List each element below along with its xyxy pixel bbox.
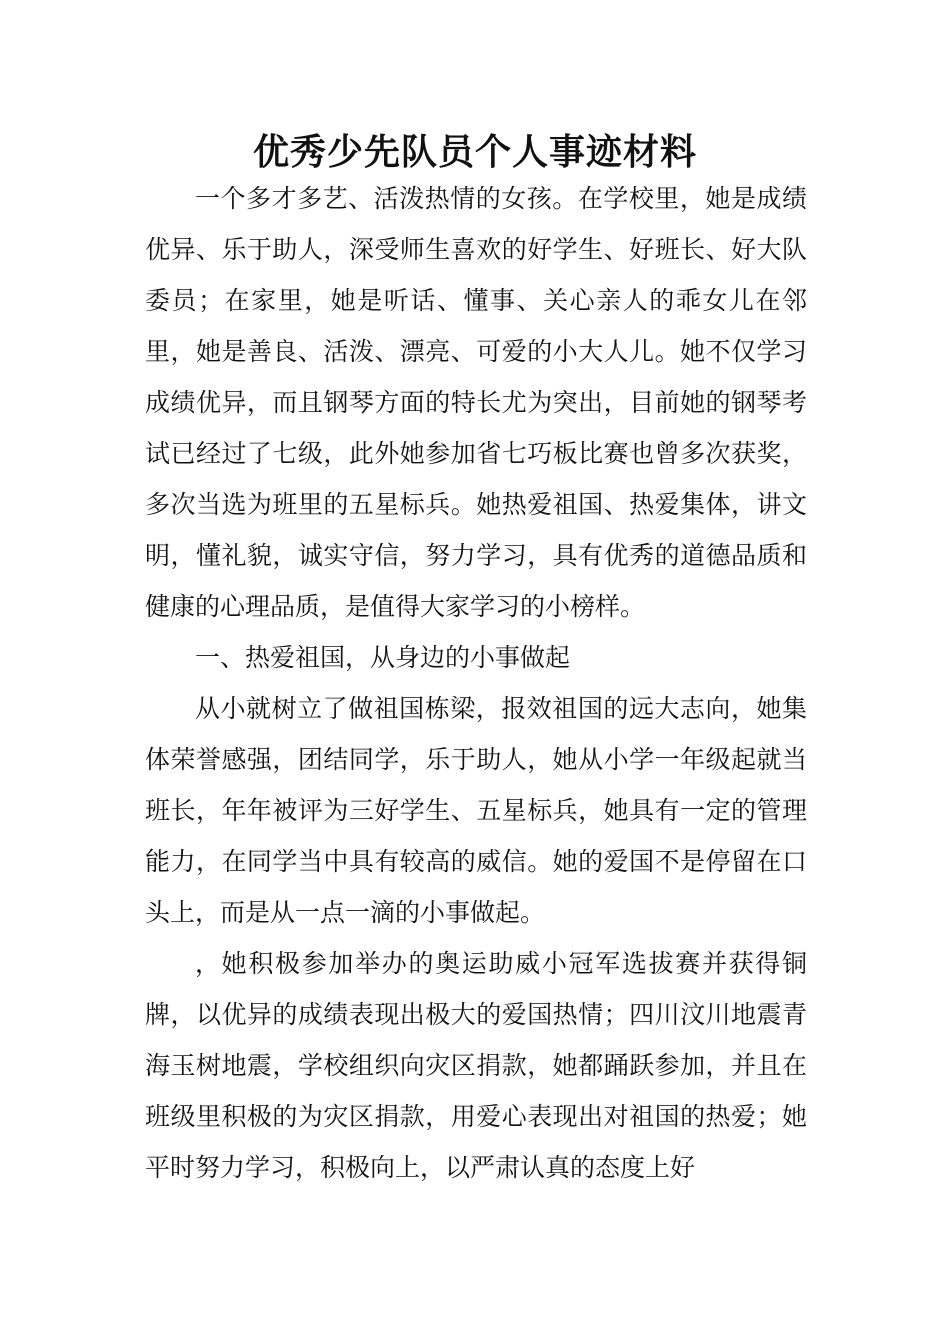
paragraph-activities: ，她积极参加举办的奥运助威小冠军选拔赛并获得铜牌，以优异的成绩表现出极大的爱国热情；四川汶川地震青海玉树地震，学校组织向灾区捐款，她都踊跃参加，并且在班级里积极的为灾区捐款，用爱心表现出对祖国的热爱；她平时努力学习，积极向上，以严肃认真的态度上好 (145, 949, 807, 1182)
paragraph-intro: 一个多才多艺、活泼热情的女孩。在学校里，她是成绩优异、乐于助人，深受师生喜欢的好学生、好班长、好大队委员；在家里，她是听话、懂事、关心亲人的乖女儿在邻里，她是善良、活泼、漂亮、可爱的小大人儿。她不仅学习成绩优异，而且钢琴方面的特长尤为突出，目前她的钢琴考试已经过了七级，此外她参加省七巧板比赛也曾多次获奖，多次当选为班里的五星标兵。她热爱祖国、热爱集体，讲文明，懂礼貌，诚实守信，努力学习，具有优秀的道德品质和健康的心理品质，是值得大家学习的小榜样。 (145, 184, 807, 621)
document-title: 优秀少先队员个人事迹材料 (252, 131, 697, 173)
document-body (145, 173, 807, 1193)
paragraph-patriotism: 从小就树立了做祖国栋梁，报效祖国的远大志向，她集体荣誉感强，团结同学，乐于助人，她从小学一年级起就当班长，年年被评为三好学生、五星标兵，她具有一定的管理能力，在同学当中具有较高的威信。她的爱国不是停留在口头上，而是从一点一滴的小事做起。 (145, 694, 807, 927)
section-heading: 一、热爱祖国，从身边的小事做起 (195, 643, 571, 672)
